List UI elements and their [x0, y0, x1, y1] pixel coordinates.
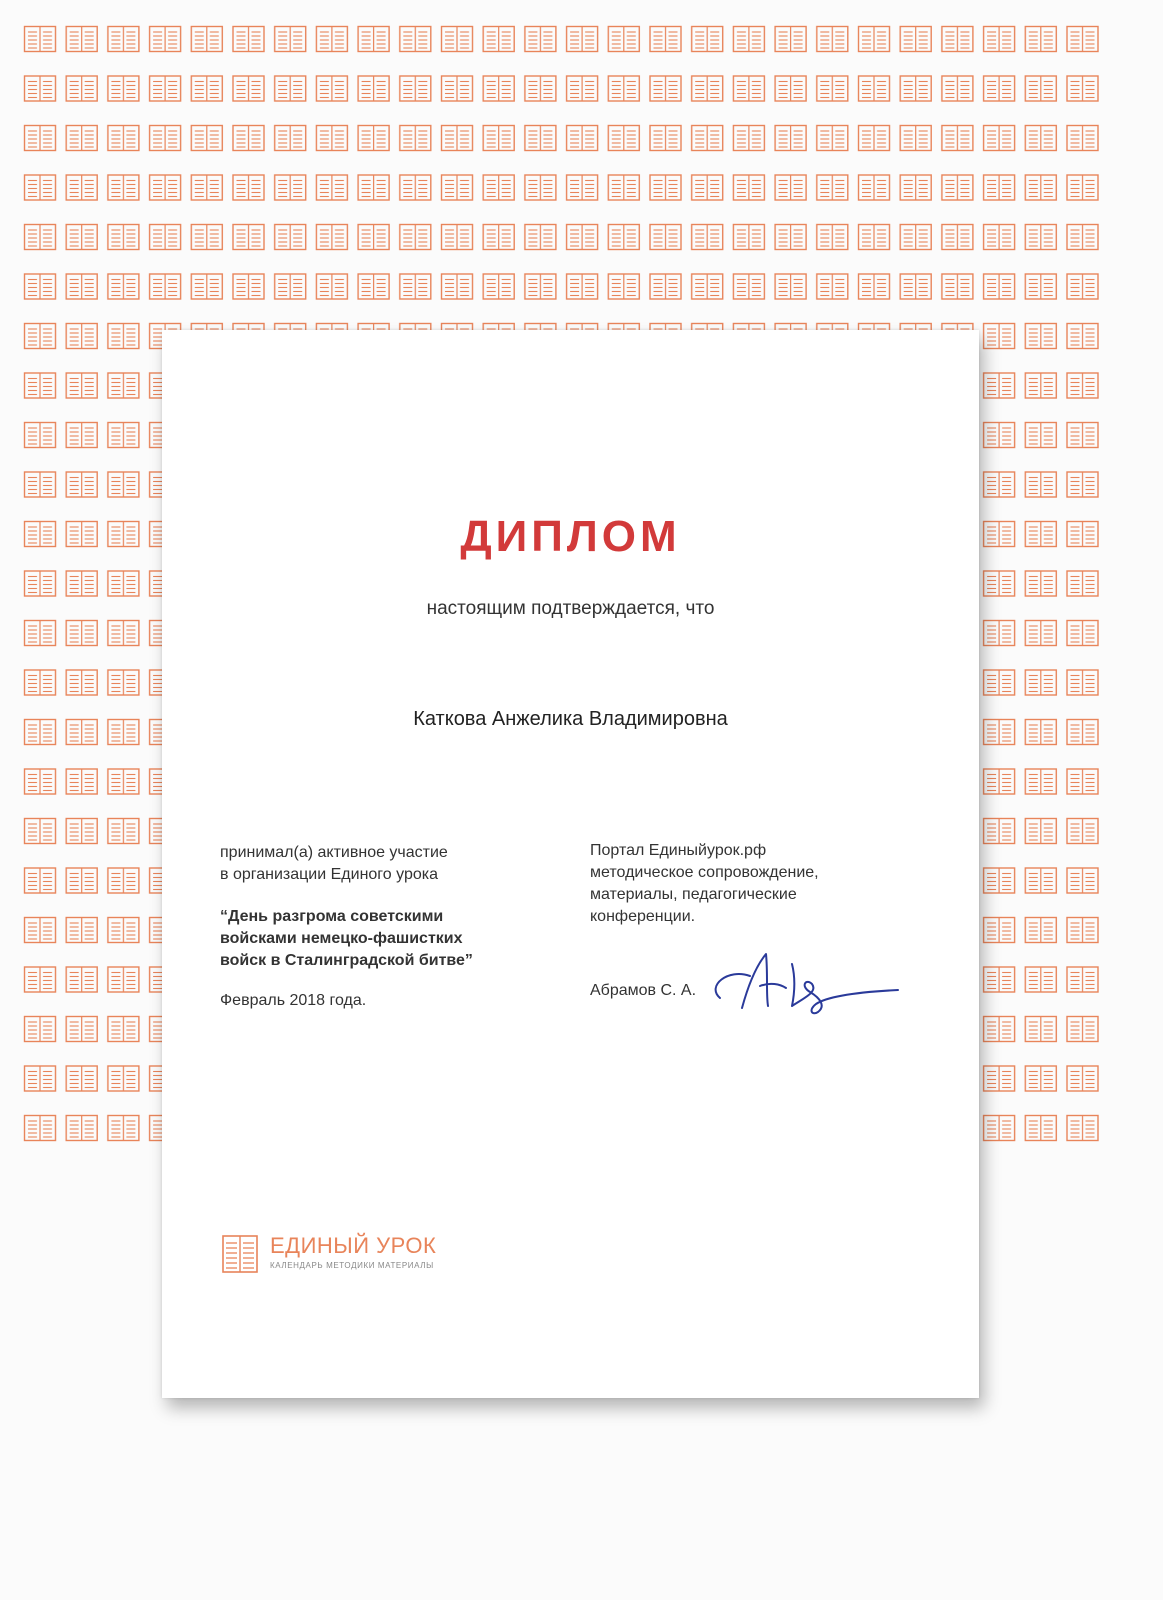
participation-line: принимал(а) активное участие [220, 844, 448, 861]
participation-block [220, 842, 550, 1010]
portal-line: конференции. [590, 908, 696, 925]
portal-line: материалы, педагогические [590, 886, 797, 903]
logo [222, 1233, 522, 1283]
signer-name: Абрамов С. А. [590, 982, 697, 999]
signature-row [590, 962, 920, 1022]
event-line: войсками немецко-фашистких [220, 930, 463, 947]
recipient-name: Каткова Анжелика Владимировна [413, 708, 728, 730]
logo-tagline: КАЛЕНДАРЬ МЕТОДИКИ МАТЕРИАЛЫ [270, 1261, 434, 1270]
diploma-card [162, 330, 979, 1398]
portal-line: методическое сопровождение, [590, 864, 819, 881]
logo-name: ЕДИНЫЙ УРОК [270, 1233, 437, 1258]
diploma-title: ДИПЛОМ [460, 512, 681, 561]
book-logo-icon [222, 1235, 258, 1273]
event-title [220, 906, 550, 972]
event-date: Февраль 2018 года. [220, 992, 367, 1009]
portal-block [590, 840, 920, 1022]
event-line: войск в Сталинградской битве” [220, 952, 473, 969]
event-line: “День разгрома советскими [220, 908, 444, 925]
handwritten-signature [708, 946, 908, 1026]
participation-line: в организации Единого урока [220, 866, 438, 883]
diploma-subtitle: настоящим подтверждается, что [426, 598, 715, 619]
portal-line: Портал Единыйурок.рф [590, 842, 767, 859]
